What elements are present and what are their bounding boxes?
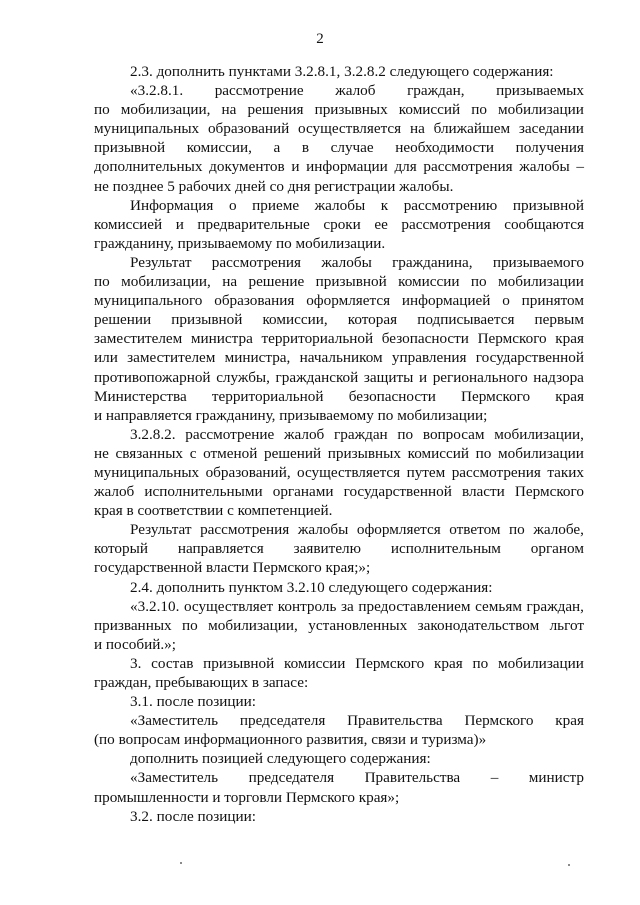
word: 3. [130,654,142,672]
word: для [394,158,417,176]
word: муниципальных [94,120,200,138]
word: связанных [115,444,184,462]
text-line [94,253,584,272]
word: призываемого [492,253,584,271]
word: по [472,654,489,672]
word: комиссии [398,273,460,291]
document-body [94,62,584,826]
word: 3.2.8.2. [130,425,176,443]
word: власти [461,483,505,501]
word: ее [374,215,388,233]
text-line [94,539,584,558]
page-number: 2 [316,31,324,47]
text-line [94,329,584,348]
text-line [94,444,584,463]
text-line: гражданину, призываемому по мобилизации. [94,234,386,252]
word: территориальной [211,387,324,405]
word: – [576,158,584,176]
text-line: дополнить позицией следующего содержания: [130,750,431,768]
word: рассмотрения [451,463,541,481]
text-line: не позднее 5 рабочих дней со дня регистрации жалобы. [94,177,454,195]
text-line: 3.1. после позиции: [130,693,256,711]
word: законодательством [417,616,540,634]
word: призывных [327,444,401,462]
word: образований [207,120,290,138]
word: информации [306,158,388,176]
text-line [94,654,584,673]
word: начальником [299,349,383,367]
text-line [94,138,584,157]
word: Пермского [355,654,425,672]
word: жалобы [321,253,372,271]
word: председателя [239,712,326,730]
scan-speck [568,864,570,866]
word: безопасности [381,330,469,348]
text-line: и пособий.»; [94,635,176,653]
text-line [94,387,584,406]
text-line: 2.3. дополнить пунктами 3.2.8.1, 3.2.8.2 следующего содержания: [130,63,554,80]
word: Пермского [464,712,534,730]
word: необходимости [395,139,495,157]
word: заявителю [293,540,361,558]
word: получения [515,139,584,157]
text-line: граждан, пребывающих в запасе: [94,674,309,691]
word: документов [209,158,285,176]
word: комиссии, [186,139,252,157]
text-line [94,196,584,215]
word: к [380,196,389,214]
word: осуществляется [297,463,401,481]
word: призывной [203,654,275,672]
word: оформляется [356,521,441,539]
word: которая [347,311,398,329]
word: о [228,196,237,214]
word: оформляется [306,292,391,310]
word: «3.2.8.1. [130,82,184,100]
text-line [94,616,584,635]
word: гражданской [275,368,359,386]
word: государственной [343,483,452,501]
word: призывной [171,311,243,329]
word: Результат [130,521,192,539]
word: призывной [512,196,584,214]
word: состав [151,654,194,672]
word: заместителем [94,330,183,348]
word: образования [214,292,295,310]
word: противопожарной [94,368,211,386]
word: рассмотрения [200,521,290,539]
word: органами [272,483,334,501]
text-line: государственной власти Пермского края;»; [94,559,371,577]
word: Министерства [94,387,187,405]
word: и [418,368,428,386]
word: министр [528,769,584,787]
text-line [94,348,584,367]
word: мобилизации, [494,425,584,443]
word: по [397,425,414,443]
word: органом [530,540,584,558]
word: с [189,444,197,462]
word: льгот [549,616,584,634]
word: по [182,616,198,634]
word: рассмотрения [211,253,302,271]
word: рассмотрения [401,215,491,233]
word: рассмотрению [403,196,498,214]
text-line: 2.4. дополнить пунктом 3.2.10 следующего содержания: [130,578,493,596]
word: призванных [94,616,172,634]
text-line: (по вопросам информационного развития, связи и туризма)» [94,731,487,749]
word: службы, [216,368,270,386]
word: отменой [203,444,258,462]
word: случае [330,139,374,157]
text-line [94,711,584,730]
word: мобилизации [498,273,584,291]
word: рассмотрения [423,158,513,176]
word: «3.2.10. [130,597,180,615]
word: направляется [177,540,264,558]
text-line [94,215,584,234]
word: Результат [130,253,192,271]
word: таких [547,463,584,481]
word: по [94,273,110,291]
word: дополнительных [94,158,203,176]
word: мобилизации [498,101,584,119]
word: сроки [323,215,361,233]
word: комиссии [284,654,346,672]
word: исполнительным [390,540,501,558]
word: заместителем [127,349,216,367]
word: призываемых [496,82,584,100]
word: безопасности [348,387,436,405]
word: семьям [475,597,522,615]
word: на [222,273,238,291]
text-line [94,768,584,787]
word: «Заместитель [130,712,219,730]
word: мобилизации [498,444,584,462]
text-line [94,310,584,329]
text-line [94,272,584,291]
word: – [490,769,499,787]
word: Правительства [364,769,461,787]
text-line [94,119,584,138]
word: Пермского [461,387,531,405]
text-line [94,157,584,176]
word: комиссий [407,444,469,462]
word: ответом [449,521,501,539]
word: предоставлением [358,597,471,615]
text-line [94,482,584,501]
word: Информация [130,196,214,214]
word: вопросам [422,425,485,443]
word: муниципальных [94,463,200,481]
word: управления [391,349,467,367]
word: предварительные [197,215,310,233]
word: призывных [314,101,388,119]
word: граждан [334,425,388,443]
word: комиссий [398,101,461,119]
word: осуществляет [183,597,274,615]
word: жалобе, [533,521,584,539]
word: исполнительными [144,483,263,501]
text-line [94,100,584,119]
word: рассмотрение [214,82,304,100]
text-line: промышленности и торговли Пермского края»; [94,788,400,806]
word: призывной [315,273,387,291]
word: министра [190,330,253,348]
word: регионального [432,368,528,386]
word: за [341,597,354,615]
word: края [434,654,463,672]
word: комиссии, [262,311,328,329]
word: по [470,273,487,291]
word: края [555,387,584,405]
text-line: края в соответствии с компетенцией. [94,502,333,520]
text-line [94,291,584,310]
word: на [221,101,237,119]
word: жалоб [335,82,376,100]
word: жалобы [314,196,366,214]
word: гражданина, [392,253,473,271]
word: мобилизации, [121,273,211,291]
word: и [291,158,300,176]
word: а [273,139,281,157]
text-line: 3.2. после позиции: [130,807,256,825]
word: территориальной [261,330,374,348]
text-line [94,597,584,616]
word: мобилизации [498,654,584,672]
text-line [94,425,584,444]
word: в [301,139,310,157]
word: Пермского [514,483,584,501]
word: защиты [363,368,414,386]
word: приеме [252,196,300,214]
word: жалобы [297,521,349,539]
word: сообщаются [504,215,584,233]
word: рассмотрение [185,425,275,443]
word: и [175,215,184,233]
word: жалоб [284,425,325,443]
word: жалобы [519,158,570,176]
word: или [94,349,118,367]
word: путем [406,463,446,481]
word: по [475,444,492,462]
word: образований, [205,463,291,481]
word: граждан, [407,82,465,100]
word: муниципального [94,292,203,310]
word: первым [534,311,584,329]
word: граждан, [526,597,584,615]
word: края [555,330,584,348]
word: по [509,521,525,539]
word: министра, [224,349,291,367]
word: решений [263,444,322,462]
word: края [555,712,584,730]
word: ближайшем [433,120,511,138]
word: Правительства [347,712,443,730]
word: комиссией [94,215,163,233]
word: не [94,444,109,462]
word: мобилизации, [208,616,298,634]
word: информацией [401,292,491,310]
word: государственной [475,349,584,367]
word: по [471,101,487,119]
word: по [94,101,110,119]
word: Пермского [477,330,547,348]
word: подписывается [417,311,515,329]
text-line [94,81,584,100]
word: заседании [518,120,584,138]
text-line [94,520,584,539]
word: жалоб [94,483,135,501]
text-line: и направляется гражданину, призываемому по мобилизации; [94,406,488,424]
text-line [94,463,584,482]
word: на [409,120,425,138]
text-line [94,368,584,387]
word: председателя [248,769,335,787]
word: решения [247,101,304,119]
word: принятом [521,292,584,310]
word: призывной [94,139,166,157]
word: решение [248,273,305,291]
scan-speck [180,862,182,864]
word: решении [94,311,152,329]
word: о [502,292,510,310]
word: который [94,540,148,558]
word: мобилизации, [120,101,211,119]
word: установленных [308,616,408,634]
word: контроль [277,597,337,615]
word: «Заместитель [130,769,219,787]
word: осуществляется [298,120,402,138]
word: надзора [533,368,584,386]
